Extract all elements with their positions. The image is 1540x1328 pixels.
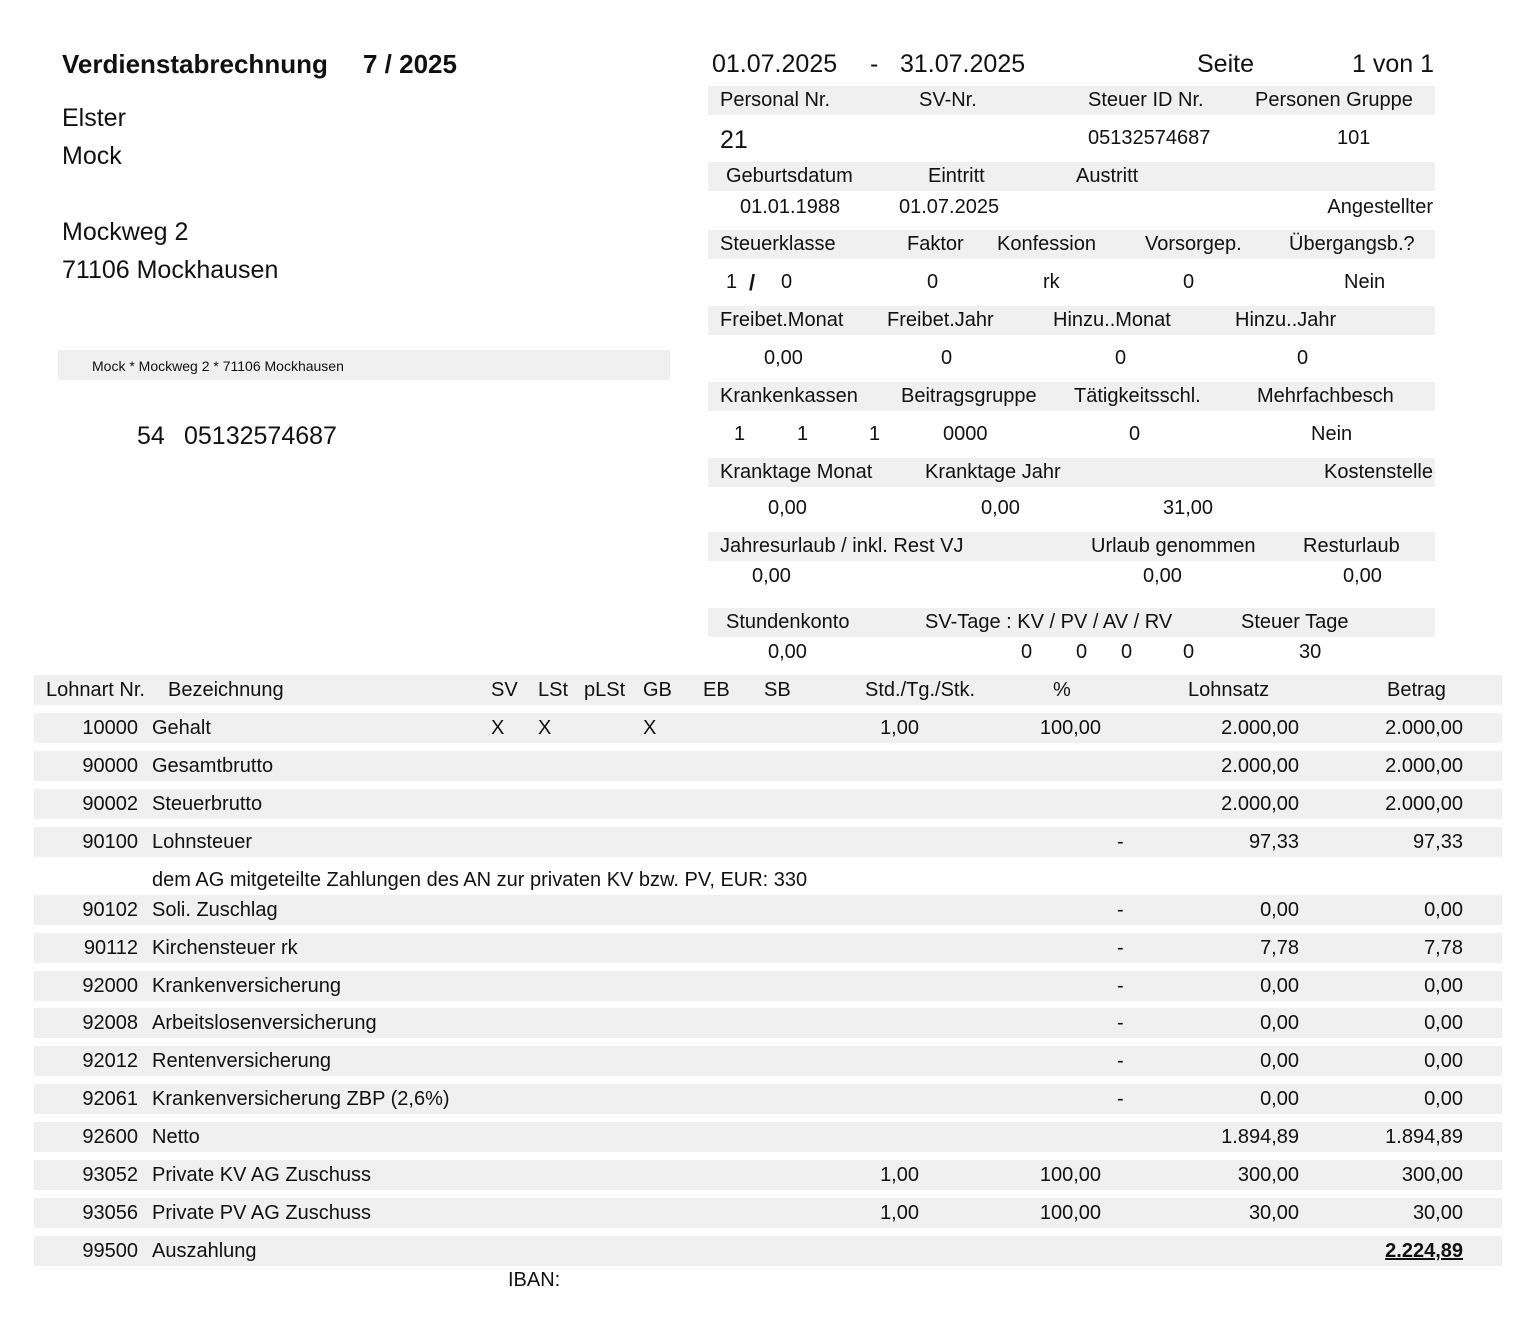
value-hinzu-jahr: 0 (1297, 347, 1309, 369)
value-eintritt: 01.07.2025 (899, 196, 1000, 218)
value-hinzu-monat: 0 (1115, 347, 1127, 369)
cell-lohnsatz: 300,00 (1237, 1164, 1299, 1186)
cell-std: 1,00 (880, 717, 919, 739)
value-uebergangsb: Nein (1344, 271, 1386, 293)
th-bezeichnung: Bezeichnung (168, 679, 284, 701)
cell-lohnsatz: 7,78 (1260, 937, 1299, 959)
value-kranktage-monat: 0,00 (768, 497, 807, 519)
cell-std: 1,00 (880, 1164, 919, 1186)
cell-betrag: 0,00 (1424, 1050, 1463, 1072)
label-mehrfachbesch: Mehrfachbesch (1257, 385, 1394, 407)
label-eintritt: Eintritt (928, 165, 985, 187)
cell-bezeichnung: Gesamtbrutto (152, 755, 274, 777)
th-std: Std./Tg./Stk. (865, 679, 976, 701)
label-steuer-id: Steuer ID Nr. (1088, 89, 1204, 111)
cell-lohnart-nr: 90102 (82, 899, 138, 921)
cell-lohnsatz: 30,00 (1248, 1202, 1299, 1224)
value-kk-2: 1 (797, 423, 809, 445)
label-uebergangsb: Übergangsb.? (1289, 233, 1415, 255)
label-steuer-tage: Steuer Tage (1241, 611, 1349, 633)
label-krankenkassen: Krankenkassen (720, 385, 858, 407)
value-kk-3: 1 (869, 423, 881, 445)
value-steuer-tage: 30 (1299, 641, 1322, 663)
cell-betrag: 2.000,00 (1385, 717, 1463, 739)
label-freibet-jahr: Freibet.Jahr (887, 309, 994, 331)
label-beitragsgruppe: Beitragsgruppe (901, 385, 1037, 407)
auszahlung-total: 2.224,89 (1385, 1240, 1463, 1262)
page-label: Seite (1197, 50, 1254, 78)
page-value: 1 von 1 (1351, 50, 1434, 78)
cell-lohnsatz: 0,00 (1260, 1088, 1299, 1110)
value-steuerklasse: 1 (726, 271, 738, 293)
value-steuer-id: 05132574687 (1088, 127, 1211, 149)
address-city: 71106 Mockhausen (62, 256, 279, 284)
value-kranktage-jahr: 0,00 (981, 497, 1020, 519)
value-status: Angestellter (1327, 196, 1433, 218)
cell-percent: 100,00 (1039, 1164, 1101, 1186)
cell-percent: 100,00 (1039, 1202, 1101, 1224)
cell-bezeichnung: Private PV AG Zuschuss (152, 1202, 371, 1224)
value-sv-tage-pv: 0 (1076, 641, 1088, 663)
value-beitragsgruppe: 0000 (943, 423, 988, 445)
label-stundenkonto: Stundenkonto (726, 611, 850, 633)
address-street: Mockweg 2 (62, 218, 189, 246)
cell-bezeichnung: Kirchensteuer rk (152, 937, 298, 959)
cell-bezeichnung: Lohnsteuer (152, 831, 253, 853)
cell-betrag: 300,00 (1401, 1164, 1463, 1186)
cell-lohnart-nr: 99500 (82, 1240, 138, 1262)
cell-minus: - (1117, 831, 1124, 853)
th-lohnart-nr: Lohnart Nr. (46, 679, 145, 701)
cell-betrag: 0,00 (1424, 975, 1463, 997)
label-urlaub-genommen: Urlaub genommen (1091, 535, 1256, 557)
cell-betrag: 1.894,89 (1385, 1126, 1463, 1148)
lohnsteuer-note: dem AG mitgeteilte Zahlungen des AN zur privaten KV bzw. PV, EUR: 330 (152, 869, 808, 891)
cell-lohnart-nr: 92008 (82, 1012, 138, 1034)
cell-lohnsatz: 1.894,89 (1221, 1126, 1299, 1148)
label-vorsorgep: Vorsorgep. (1145, 233, 1242, 255)
label-kranktage-jahr: Kranktage Jahr (925, 461, 1061, 483)
iban-label: IBAN: (508, 1269, 561, 1291)
th-plst: pLSt (584, 679, 626, 701)
value-faktor: 0 (927, 271, 939, 293)
address-line-1: Elster (62, 104, 126, 132)
cell-bezeichnung: Gehalt (152, 717, 211, 739)
cell-minus: - (1117, 1050, 1124, 1072)
cell-lohnsatz: 2.000,00 (1221, 755, 1299, 777)
cell-betrag: 0,00 (1424, 899, 1463, 921)
label-faktor: Faktor (907, 233, 964, 255)
value-slash: / (749, 270, 756, 295)
label-taetigkeitsschl: Tätigkeitsschl. (1074, 385, 1201, 407)
label-hinzu-jahr: Hinzu..Jahr (1235, 309, 1337, 331)
cell-percent: 100,00 (1039, 717, 1101, 739)
cell-sv: X (491, 717, 505, 739)
date-from: 01.07.2025 (712, 50, 838, 78)
cell-bezeichnung: Private KV AG Zuschuss (152, 1164, 371, 1186)
sender-line: Mock * Mockweg 2 * 71106 Mockhausen (92, 358, 344, 374)
cell-lohnart-nr: 92600 (82, 1126, 138, 1148)
cell-lohnart-nr: 93052 (82, 1164, 138, 1186)
label-steuerklasse: Steuerklasse (720, 233, 836, 255)
cell-minus: - (1117, 1088, 1124, 1110)
cell-bezeichnung: Rentenversicherung (152, 1050, 331, 1072)
label-austritt: Austritt (1076, 165, 1139, 187)
cell-lohnsatz: 0,00 (1260, 899, 1299, 921)
label-sv-tage: SV-Tage : KV / PV / AV / RV (925, 611, 1173, 633)
th-betrag: Betrag (1387, 679, 1446, 701)
value-sv-tage-rv: 0 (1183, 641, 1195, 663)
cell-bezeichnung: Auszahlung (152, 1240, 257, 1262)
cell-betrag: 30,00 (1412, 1202, 1463, 1224)
th-sb: SB (764, 679, 791, 701)
cell-gb: X (643, 717, 657, 739)
th-gb: GB (643, 679, 672, 701)
value-sv-tage-kv: 0 (1021, 641, 1033, 663)
cell-lohnart-nr: 92000 (82, 975, 138, 997)
cell-minus: - (1117, 899, 1124, 921)
cell-betrag: 0,00 (1424, 1088, 1463, 1110)
value-taetigkeitsschl: 0 (1129, 423, 1141, 445)
value-vorsorgep: 0 (1183, 271, 1195, 293)
cell-std: 1,00 (880, 1202, 919, 1224)
value-freibet-monat: 0,00 (764, 347, 803, 369)
cell-lohnsatz: 97,33 (1248, 831, 1299, 853)
value-jahresurlaub: 0,00 (752, 565, 791, 587)
address-line-2: Mock (62, 142, 122, 170)
cell-betrag: 97,33 (1412, 831, 1463, 853)
value-resturlaub: 0,00 (1343, 565, 1382, 587)
cell-lohnsatz: 2.000,00 (1221, 793, 1299, 815)
th-eb: EB (703, 679, 730, 701)
value-geburtsdatum: 01.01.1988 (740, 196, 841, 218)
cell-lohnsatz: 0,00 (1260, 1050, 1299, 1072)
cell-lohnsatz: 0,00 (1260, 975, 1299, 997)
cell-lohnart-nr: 92061 (82, 1088, 138, 1110)
value-konfession: rk (1043, 271, 1060, 293)
cell-lohnsatz: 2.000,00 (1221, 717, 1299, 739)
cell-minus: - (1117, 975, 1124, 997)
value-stundenkonto: 0,00 (768, 641, 807, 663)
value-urlaub-genommen: 0,00 (1143, 565, 1182, 587)
cell-bezeichnung: Steuerbrutto (152, 793, 263, 815)
label-kranktage-monat: Kranktage Monat (720, 461, 873, 483)
label-freibet-monat: Freibet.Monat (720, 309, 844, 331)
label-konfession: Konfession (997, 233, 1096, 255)
label-personal-nr: Personal Nr. (720, 89, 831, 111)
th-sv: SV (491, 679, 518, 701)
label-kostenstelle: Kostenstelle (1324, 461, 1433, 483)
label-hinzu-monat: Hinzu..Monat (1053, 309, 1171, 331)
cell-lst: X (538, 717, 552, 739)
employee-tax-id: 05132574687 (184, 422, 337, 450)
value-kostenstelle: 31,00 (1163, 497, 1214, 519)
value-freibet-jahr: 0 (941, 347, 953, 369)
date-to: 31.07.2025 (900, 50, 1026, 78)
label-resturlaub: Resturlaub (1303, 535, 1400, 557)
value-sv-tage-av: 0 (1121, 641, 1133, 663)
cell-lohnart-nr: 90112 (83, 937, 138, 959)
label-geburtsdatum: Geburtsdatum (726, 165, 853, 187)
cell-betrag: 2.000,00 (1385, 793, 1463, 815)
cell-bezeichnung: Arbeitslosenversicherung (152, 1012, 377, 1034)
label-sv-nr: SV-Nr. (919, 89, 977, 111)
cell-lohnart-nr: 10000 (82, 717, 138, 739)
cell-minus: - (1117, 937, 1124, 959)
cell-bezeichnung: Krankenversicherung ZBP (2,6%) (152, 1088, 450, 1110)
value-personal-nr: 21 (720, 126, 748, 154)
th-lohnsatz: Lohnsatz (1188, 679, 1270, 701)
value-mehrfachbesch: Nein (1311, 423, 1353, 445)
period-label: 7 / 2025 (363, 49, 457, 79)
value-personen-gruppe: 101 (1337, 127, 1371, 149)
cell-bezeichnung: Soli. Zuschlag (152, 899, 278, 921)
th-percent: % (1053, 679, 1071, 701)
cell-lohnart-nr: 90002 (82, 793, 138, 815)
cell-betrag: 0,00 (1424, 1012, 1463, 1034)
value-kk-1: 1 (734, 423, 746, 445)
cell-betrag: 7,78 (1424, 937, 1463, 959)
cell-betrag: 2.000,00 (1385, 755, 1463, 777)
cell-lohnart-nr: 92012 (82, 1050, 138, 1072)
cell-bezeichnung: Netto (152, 1126, 200, 1148)
date-separator: - (870, 50, 879, 78)
cell-lohnart-nr: 93056 (82, 1202, 138, 1224)
cell-bezeichnung: Krankenversicherung (152, 975, 341, 997)
cell-lohnsatz: 0,00 (1260, 1012, 1299, 1034)
employee-code: 54 (137, 422, 165, 450)
cell-lohnart-nr: 90100 (82, 831, 138, 853)
label-jahresurlaub: Jahresurlaub / inkl. Rest VJ (720, 535, 964, 557)
cell-lohnart-nr: 90000 (82, 755, 138, 777)
document-title: Verdienstabrechnung (62, 49, 328, 79)
cell-minus: - (1117, 1012, 1124, 1034)
label-personen-gruppe: Personen Gruppe (1255, 89, 1413, 111)
value-kinder: 0 (781, 271, 793, 293)
th-lst: LSt (538, 679, 569, 701)
